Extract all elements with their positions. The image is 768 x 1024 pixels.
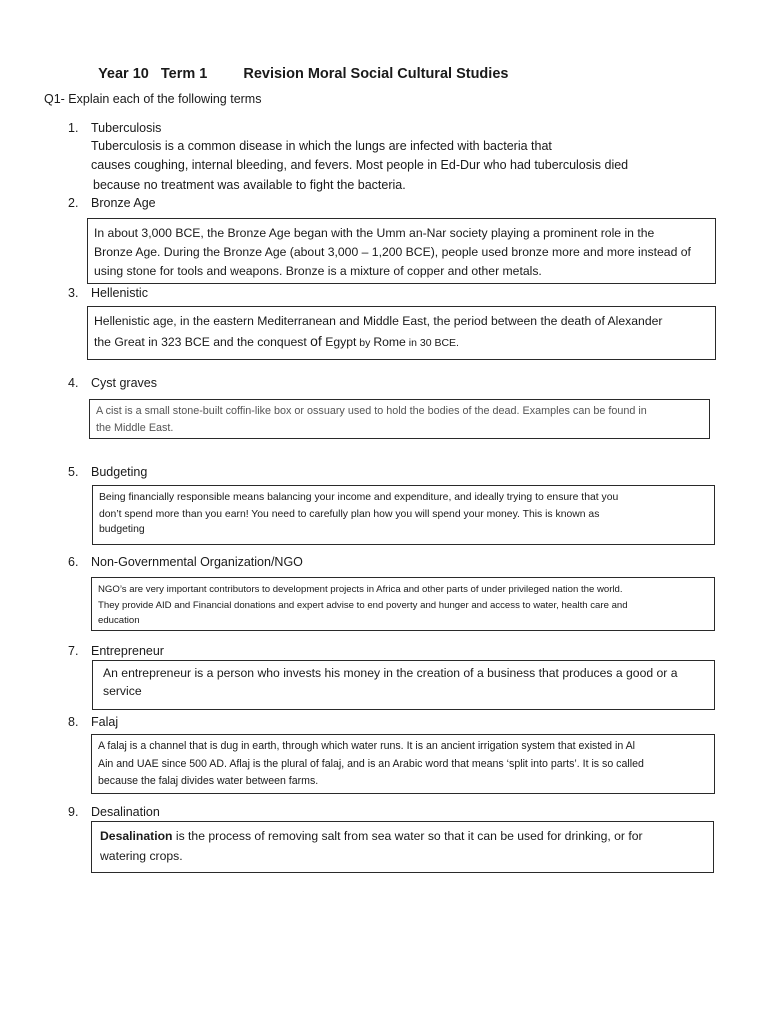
answer-line: using stone for tools and weapons. Bronze is a mixture of copper and other metals. — [94, 264, 542, 278]
title-subject: Revision Moral Social Cultural Studies — [243, 66, 509, 82]
answer-line: An entrepreneur is a person who invests his money in the creation of a business that produces a good or a — [103, 666, 678, 680]
answer-span: is the process of removing salt from sea water so that it can be used for drinking, or for — [172, 829, 643, 843]
term-hellenistic: Hellenistic — [91, 286, 148, 300]
answer-line: A cist is a small stone-built coffin-like box or ossuary used to hold the bodies of the dead. Examples can be found in — [96, 405, 647, 417]
question-heading: Q1- Explain each of the following terms — [44, 92, 262, 106]
term-falaj: Falaj — [91, 715, 119, 729]
answer-span: of — [310, 333, 322, 349]
page-title — [90, 50, 508, 82]
term-cyst-graves: Cyst graves — [91, 376, 157, 390]
answer-box-falaj — [91, 734, 715, 794]
item-number: 1. — [68, 121, 79, 135]
answer-line: budgeting — [99, 524, 145, 535]
term-tuberculosis: Tuberculosis — [91, 121, 162, 135]
answer-line: Being financially responsible means balancing your income and expenditure, and ideally trying to ensure that you — [99, 492, 619, 503]
answer-line: because the falaj divides water between farms. — [98, 775, 319, 787]
answer-bold-term: Desalination — [100, 829, 173, 843]
answer-box-ngo — [91, 577, 715, 631]
answer-box-entrepreneur — [92, 660, 715, 710]
item-number: 5. — [68, 465, 79, 479]
answer-line: the Middle East. — [96, 422, 174, 434]
term-bronze-age: Bronze Age — [91, 196, 156, 210]
answer-line: causes coughing, internal bleeding, and fevers. Most people in Ed-Dur who had tuberculosis died — [91, 158, 629, 172]
item-number: 9. — [68, 805, 79, 819]
answer-box-desalination — [91, 821, 714, 873]
answer-box-cyst-graves — [89, 399, 710, 439]
answer-span: Egypt — [321, 335, 357, 349]
item-number: 7. — [68, 644, 79, 658]
title-term: Term 1 — [160, 66, 208, 82]
term-desalination: Desalination — [91, 805, 160, 819]
answer-box-bronze-age — [87, 218, 716, 284]
answer-line: because no treatment was available to fight the bacteria. — [93, 178, 406, 192]
answer-line: Ain and UAE since 500 AD. Aflaj is the plural of falaj, and is an Arabic word that means ‘split into parts’. It is so called — [98, 757, 644, 770]
answer-line — [94, 331, 709, 353]
term-ngo: Non-Governmental Organization/NGO — [91, 555, 303, 569]
item-number: 8. — [68, 715, 79, 729]
answer-box-budgeting — [92, 485, 715, 545]
answer-span: Rome — [373, 335, 406, 349]
answer-span: by — [356, 337, 374, 349]
answer-line — [100, 826, 707, 846]
title-year: Year 10 — [98, 66, 149, 82]
answer-line: Bronze Age. During the Bronze Age (about 3,000 – 1,200 BCE), people used bronze more and more instead of — [94, 245, 691, 259]
answer-line: NGO’s are very important contributors to development projects in Africa and other parts of under privileged nation the world. — [98, 584, 623, 595]
term-entrepreneur: Entrepreneur — [91, 644, 164, 658]
item-number: 2. — [68, 196, 79, 210]
answer-span: in 323 BCE and the conquest — [144, 335, 311, 349]
item-number: 3. — [68, 286, 79, 300]
answer-line: In about 3,000 BCE, the Bronze Age began with the Umm an-Nar society playing a prominent role in the — [94, 226, 655, 240]
answer-line: don’t spend more than you earn! You need to carefully plan how you will spend your money. This is known as — [99, 508, 600, 520]
answer-line: education — [98, 615, 140, 626]
item-number: 6. — [68, 555, 79, 569]
answer-line: Tuberculosis is a common disease in which the lungs are infected with bacteria that — [91, 139, 552, 153]
answer-span: the Great — [94, 335, 145, 349]
answer-line: watering crops. — [100, 849, 183, 863]
answer-line: They provide AID and Financial donations and expert advise to end poverty and hunger and access to water, health care and — [98, 599, 628, 611]
answer-span: in 30 BCE. — [405, 337, 459, 349]
answer-line: A falaj is a channel that is dug in earth, through which water runs. It is an ancient irrigation system that existed in Al — [98, 740, 636, 752]
term-budgeting: Budgeting — [91, 465, 148, 479]
answer-line: Hellenistic age, in the eastern Mediterranean and Middle East, the period between the death of Alexander — [94, 314, 663, 328]
answer-line: service — [103, 684, 142, 698]
item-number: 4. — [68, 376, 79, 390]
answer-box-hellenistic — [87, 306, 716, 360]
